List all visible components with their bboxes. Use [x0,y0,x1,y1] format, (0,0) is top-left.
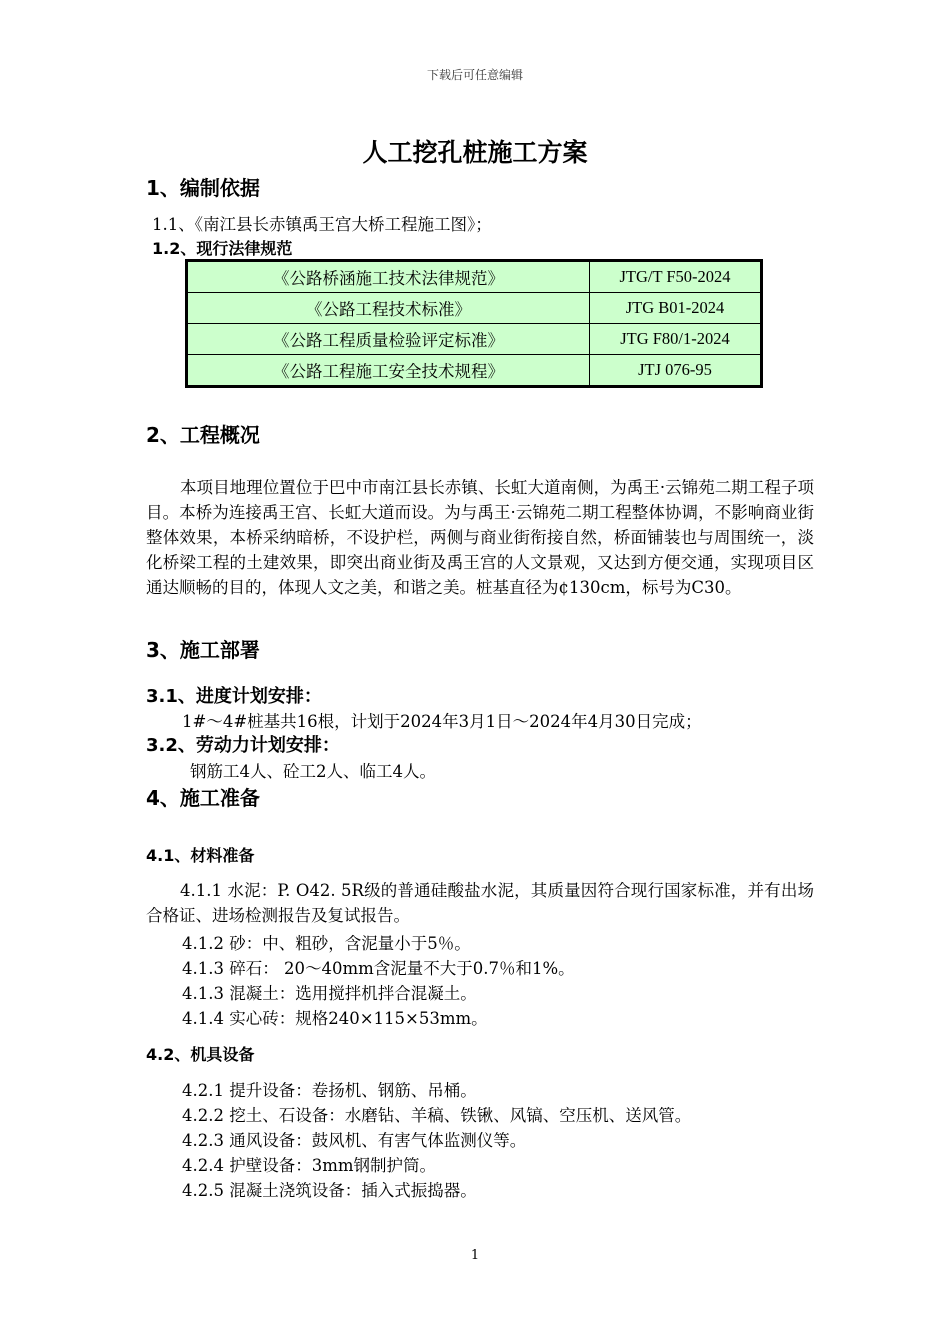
overview-paragraph: 本项目地理位置位于巴中市南江县长赤镇、长虹大道南侧，为禹王·云锦苑二期工程子项目。本桥为连接禹王宫、长虹大道而设。为与禹王·云锦苑二期工程整体协调，不影响商业街整体效果，本桥采纳暗桥，不设护栏，两侧与商业街衔接自然，桥面铺装也与周围统一，淡化桥梁工程的土建效果，即突出商业街及禹王宫的人文景观，又达到方便交通，实现项目区通达顺畅的目的，体现人文之美，和谐之美。桩基直径为¢130cm，标号为C30。 [146,478,814,597]
standard-name: 《公路工程质量检验评定标准》 [187,324,590,355]
section-4-heading: 4、施工准备 [146,786,260,810]
materials-item: 4.1.1 水泥：P. O42. 5R级的普通硅酸盐水泥，其质量因符合现行国家标准，并有出场合格证、进场检测报告及复试报告。 [146,881,814,925]
equipment-item: 4.2.1 提升设备：卷扬机、钢筋、吊桶。 [182,1081,477,1100]
standard-name: 《公路工程技术标准》 [187,293,590,324]
equipment-item: 4.2.2 挖土、石设备：水磨钻、羊稿、铁锹、风镐、空压机、送风管。 [182,1106,692,1125]
table-row [187,324,762,355]
standard-code: JTG F80/1-2024 [590,324,762,355]
table-row [187,355,762,387]
standard-code: JTG/T F50-2024 [590,261,762,293]
standard-code: JTJ 076-95 [590,355,762,387]
table-row [187,261,762,293]
labor-text: 钢筋工4人、砼工2人、临工4人。 [190,762,436,781]
page-title: 人工挖孔桩施工方案 [362,138,588,167]
equipment-heading: 4.2、机具设备 [146,1045,255,1064]
equipment-item: 4.2.3 通风设备：鼓风机、有害气体监测仪等。 [182,1131,527,1150]
standard-name: 《公路桥涵施工技术法律规范》 [187,261,590,293]
table-row [187,293,762,324]
materials-item: 4.1.3 混凝土：选用搅拌机拌合混凝土。 [182,984,477,1003]
schedule-heading: 3.1、进度计划安排： [146,686,322,707]
section-2-heading: 2、工程概况 [146,423,260,447]
schedule-text: 1#～4#桩基共16根，计划于2024年3月1日～2024年4月30日完成； [182,712,702,731]
section-3-heading: 3、施工部署 [146,638,260,662]
standard-code: JTG B01-2024 [590,293,762,324]
materials-item: 4.1.3 碎石： 20～40mm含泥量不大于0.7％和1%。 [182,959,575,978]
materials-heading: 4.1、材料准备 [146,846,255,865]
section-1-item-2: 1.2、现行法律规范 [152,239,293,258]
equipment-item: 4.2.5 混凝土浇筑设备：插入式振捣器。 [182,1181,477,1200]
materials-item: 4.1.2 砂：中、粗砂，含泥量小于5％。 [182,934,471,953]
section-1-item-1: 1.1、《南江县长赤镇禹王宫大桥工程施工图》； [152,215,492,234]
standard-name: 《公路工程施工安全技术规程》 [187,355,590,387]
section-1-heading: 1、编制依据 [146,176,260,200]
labor-heading: 3.2、劳动力计划安排： [146,735,340,756]
page-number: 1 [470,1248,480,1263]
standards-table [185,259,763,388]
equipment-item: 4.2.4 护壁设备：3mm钢制护筒。 [182,1156,437,1175]
header-note: 下载后可任意编辑 [426,68,523,82]
materials-item: 4.1.4 实心砖：规格240×115×53mm。 [182,1009,488,1028]
